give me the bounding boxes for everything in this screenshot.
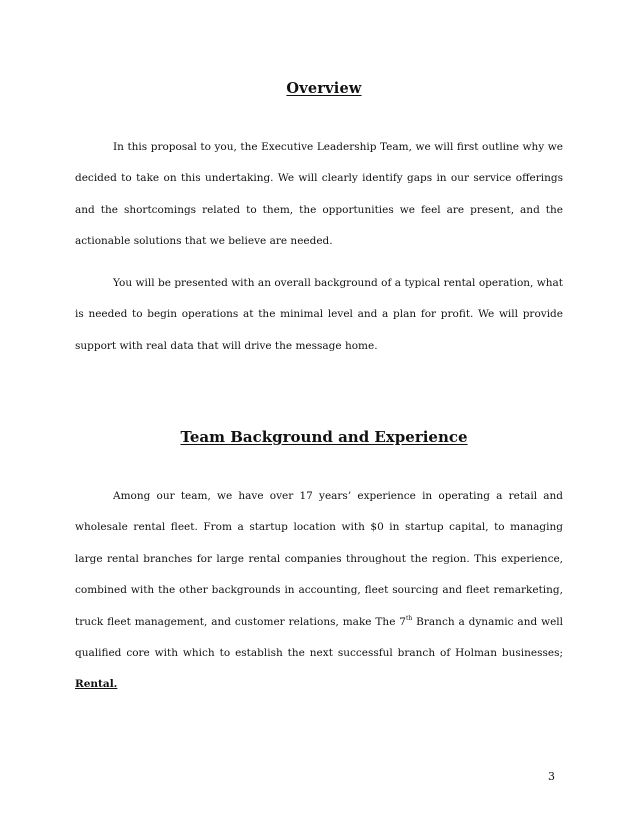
team-paragraph-text-start: Among our team, we have over 17 years’ experience in operating a retail and wholesale rental fleet. From a startup location with $0 in startup capital, to managing large rental branches for large rental companies throughout the region. This experience, combined with the other backgrounds in accounting, fleet sourcing and fleet remarketing, truck fleet management, and customer relations, make The 7 <box>75 490 563 628</box>
team-paragraph-text-middle: Branch a dynamic and well qualified core with which to establish the next successful branch of Holman businesses; <box>75 615 563 660</box>
page-number: 3 <box>548 770 555 783</box>
overview-paragraph-2: You will be presented with an overall background of a typical rental operation, what is needed to begin operations at the minimal level and a plan for profit. We will provide support with real data that will drive the message home. <box>75 277 563 352</box>
team-paragraph <box>75 481 563 701</box>
overview-paragraph-1: In this proposal to you, the Executive Leadership Team, we will first outline why we decided to take on this undertaking. We will clearly identify gaps in our service offerings and the shortcomings related to them, the opportunities we feel are present, and the actionable solutions that we believe are needed. <box>75 141 563 248</box>
overview-heading: Overview <box>286 80 362 97</box>
ordinal-superscript: th <box>406 614 413 622</box>
team-background-heading: Team Background and Experience <box>180 428 468 446</box>
rental-emphasis: Rental. <box>75 678 118 691</box>
